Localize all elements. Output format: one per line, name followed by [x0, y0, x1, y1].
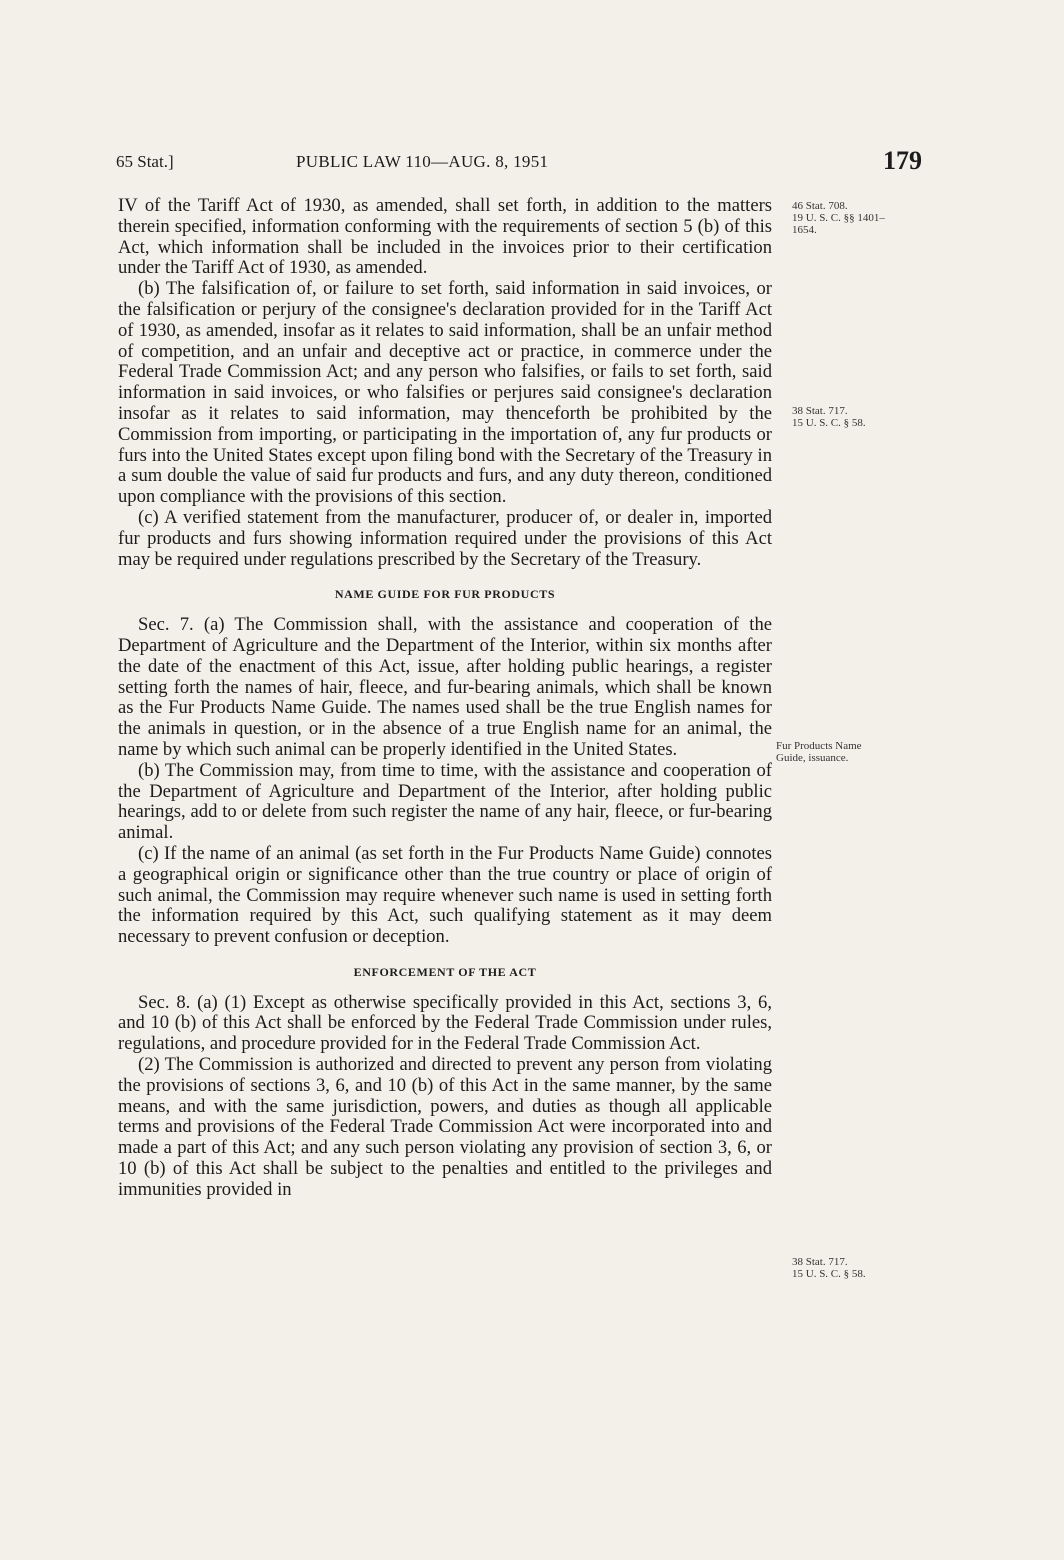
statute-reference: 65 Stat.] [116, 152, 174, 171]
margin-note-line: 1654. [792, 224, 817, 236]
margin-note-name-guide [776, 740, 916, 764]
running-title: PUBLIC LAW 110—AUG. 8, 1951 [296, 152, 549, 171]
margin-note-line: 15 U. S. C. § 58. [792, 1268, 866, 1280]
margin-note-line: 38 Stat. 717. [792, 405, 848, 417]
section-heading-name-guide: NAME GUIDE FOR FUR PRODUCTS [334, 587, 556, 602]
page-header [116, 146, 922, 176]
margin-note-line: 38 Stat. 717. [792, 1256, 848, 1268]
margin-note-line: 19 U. S. C. §§ 1401– [792, 212, 885, 224]
paragraph-sec-8a1: Sec. 8. (a) (1) Except as otherwise specifically provided in this Act, sections 3, 6, and 10 (b) of this Act shall be enforced by the Federal Trade Commission under rules, regulations, and procedure provided for in the Federal Trade Commission Act. [118, 991, 772, 1055]
paragraph-sec-7c: (c) If the name of an animal (as set forth in the Fur Products Name Guide) connotes a geographical origin or significance other than the true country or place of origin of such animal, the Commission may require whenever such name is used in setting forth the information required by this Act, such qualifying statement as it may deem necessary to prevent confusion or deception. [118, 842, 772, 948]
margin-note-line: Fur Products Name [776, 740, 862, 752]
paragraph-continuation: IV of the Tariff Act of 1930, as amended, shall set forth, in addition to the matters therein specified, information conforming with the requirements of section 5 (b) of this Act, which information shall be included in the invoices prior to their certification under the Tariff Act of 1930, as amended. [118, 195, 772, 279]
paragraph-5b-falsification: (b) The falsification of, or failure to set forth, said information in said invoices, or the falsification or perjury of the consignee's declaration provided for in the Tariff Act of 1930, as amended, insofar as it relates to said information, shall be an unfair method of competition, and an unfair and deceptive act or practice, in commerce under the Federal Trade Commission Act; and any person who falsifies, or fails to set forth, said information in said invoices, or who falsifies or perjures said consignee's declaration insofar as it relates to said information, may thenceforth be prohibited by the Commission from importing, or participating in the importation of, any fur products or furs into the United States except upon filing bond with the Secretary of the Treasury in a sum double the value of said fur products and furs, and any duty thereon, conditioned upon compliance with the provisions of this section. [118, 278, 772, 508]
paragraph-sec-8a2: (2) The Commission is authorized and directed to prevent any person from violating the provisions of sections 3, 6, and 10 (b) of this Act in the same manner, by the same means, and with the same jurisdiction, powers, and duties as though all applicable terms and provisions of the Federal Trade Commission Act were incorporated into and made a part of this Act; and any such person violating any provision of section 3, 6, or 10 (b) of this Act shall be subject to the penalties and entitled to the privileges and immunities provided in [118, 1054, 772, 1200]
paragraph-5c-verified-statement: (c) A verified statement from the manufacturer, producer of, or dealer in, imported fur products and furs showing information required under the provisions of this Act may be required under regulations prescribed by the Secretary of the Treasury. [118, 506, 772, 570]
margin-note-line: 46 Stat. 708. [792, 200, 848, 212]
margin-note-ftc-1 [792, 405, 932, 429]
margin-note-ftc-2 [792, 1256, 932, 1280]
page-number: 179 [883, 146, 922, 175]
paragraph-sec-7a: Sec. 7. (a) The Commission shall, with the assistance and cooperation of the Department of Agriculture and the Department of the Interior, within six months after the date of the enactment of this Act, issue, after holding public hearings, a register setting forth the names of hair, fleece, and fur-bearing animals, which shall be known as the Fur Products Name Guide. The names used shall be the true English names for the animals in question, or in the absence of a true English name for an animal, the name by which such animal can be properly identified in the United States. [118, 614, 772, 760]
section-heading-enforcement: ENFORCEMENT OF THE ACT [353, 964, 537, 979]
margin-note-line: 15 U. S. C. § 58. [792, 417, 866, 429]
document-body [118, 196, 772, 1201]
paragraph-sec-7b: (b) The Commission may, from time to time, with the assistance and cooperation of the Department of Agriculture and Department of the Interior, after holding public hearings, add to or delete from such register the name of any hair, fleece, or fur-bearing animal. [118, 759, 772, 844]
margin-note-line: Guide, issuance. [776, 752, 849, 764]
margin-note-tariff [792, 200, 932, 236]
